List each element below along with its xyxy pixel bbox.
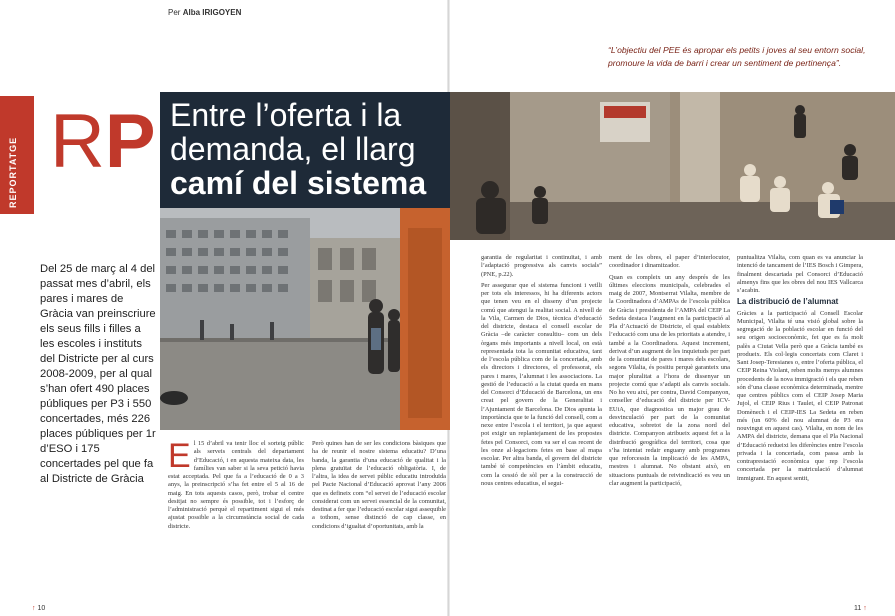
section-heading: La distribució de l’alumnat xyxy=(737,297,839,307)
article-title xyxy=(160,92,450,208)
page-number-right xyxy=(854,605,869,612)
school-courtyard-photo xyxy=(160,208,450,430)
page-number-left xyxy=(32,605,45,612)
page-number-right-value: 11 xyxy=(854,605,862,612)
title-line-2: demanda, el llarg xyxy=(170,131,416,167)
column-4-paragraph-2: Quan es compleix un any després de les últimes eleccions municipals, celebrades el maig de 2007, Montserrat Vilalta, membre de la Coordinadora d’AMPAs de l’escola pública de Gràcia i presidenta de l’AMPA del CEIP La Sedeta destaca l’augment en la participació al Pla d’Actuació de Districte, el qual estableix l’educació com una de les prioritats a atendre, i també a la Coordinadora. Aquest increment, derivat d’un augment de les inquietuds per part de la comunitat de pares i mares dels escolars, segons Vilalta, és positiu perquè garanteix una major pluralitat a l’hora de dissenyar un projecte comú que s’adapti als canvis socials. No ho veu així, per contra, David Companyon, conseller d’educació del districte per ICV-EUiA, que diagnostica un major grau de desvinculació per part de la comunitat educativa, sobretot de la zona nord del districte. Companyon atribueix aquest fet a la distribució geogràfica del territori, cosa que s’ha intentat redair enguany amb programes que reforcessin la implicació de les AMPA, mestres i alumnat. No obstant això, en situacions puntuals de reivindicació es veu un clar augment la participació, xyxy=(609,273,730,487)
column-2-paragraph: Però quines han de ser les condicions bàsiques que ha de reunir el nostre sistema educatiu? D’una banda, la garantia d’una educació de qualitat i la plena gratuïtat de l’educació obligatòria. I, de l’altra, la idea de servei públic educatiu introduïda pel Pacte Nacional d’Educació aprovat l’any 2006 que es defineix com “el servei de l’educació escolar considerat com un servei essencial de la comunitat, destinat a fer que l’educació escolar sigui assequible a tothom, sense distinció de cap classe, en condicions d’igualtat d’oportunitats, amb la xyxy=(312,440,446,530)
title-line-3: camí del sistema xyxy=(170,165,427,201)
page-mark-icon: ↑ xyxy=(32,605,36,612)
column-5-paragraph-1: puntualitza Vilalta, com quan es va anunciar la intenció de tancament de l’IES Bosch i Gimpera, finalment descartada pel Consorci d’Educació almenys fins que les obres del nou IES Vallcarca s’acabin. xyxy=(737,254,863,294)
page-mark-icon: ↑ xyxy=(863,605,867,612)
text-column-4 xyxy=(609,254,730,491)
children-outside-school-photo xyxy=(450,92,895,240)
drop-cap: E xyxy=(168,437,191,475)
byline-prefix: Per xyxy=(168,8,181,17)
column-3-paragraph-2: Per assegurar que el sistema funcioni i vetlli per tots els interessos, hi ha diferents actors que tenen veu en el disseny d’un projecte comú que atengui la realitat social. A nivell de la Vila, Carmen de Dios, tècnica d’educació del districte, destaca el consell escolar de Gràcia –de caràcter consultiu– com un dels òrgans més importants a nivell local, on està representada tota la comunitat educativa, tant de l’escola pública com de la concertada, amb els directors i directores, el professorat, els pares i mares, l’alumnat i les associacions. La gestió de l’educació a la ciutat queda en mans del Consorci d’Educació de Barcelona, un ens creat pel govern de la Generalitat i l’Ajuntament de Barcelona. De Dios apunta la importància que te la funció del consell, com a nexe entre l’escola i el territori, ja que aquest pot exigir un replantejament de les propostes fetes pel Consorci, com va ser el cas recent de les onze al·legacions fetes en base al mapa escolar. Per altra banda, el govern del districte també té competències en l’àmbit educatiu, com la cessió de sòl per a la construcció de nous centres educatius, el segui- xyxy=(481,281,602,487)
section-tab xyxy=(0,96,34,214)
column-1-paragraph: l 15 d’abril va tenir lloc el sorteig públic als serveis centrals del departament d’Educació, i en aquesta mateixa data, les famílies van saber si la seva petició havia estat acceptada. Pel que fa a l’educació de 0 a 3 anys, la preinscripció s’ha fet entre el 5 al 16 de maig. En tots aquests casos, però, trobar el centre desitjat no sempre és possible, tot i l’esforç de l’administració perquè el repartiment sigui el més ajustat possible a la circumstància social de cada districte. xyxy=(168,440,304,530)
title-line-1: Entre l’oferta i la xyxy=(170,97,402,133)
logo-r: R xyxy=(50,99,105,184)
page-number-left-value: 10 xyxy=(37,605,46,612)
section-tab-label: REPORTATGE xyxy=(8,136,18,208)
text-column-2 xyxy=(312,440,446,534)
byline-author: Alba IRIGOYEN xyxy=(182,8,242,17)
column-3-paragraph-1: garantia de regularitat i continuïtat, i amb l’adaptació progressiva als canvis socials” (PNE, p.22). xyxy=(481,254,602,278)
byline xyxy=(168,8,241,17)
text-column-3 xyxy=(481,254,602,491)
rp-logo xyxy=(50,99,156,184)
column-4-paragraph-1: ment de les obres, el paper d’interlocutor, coordinador i dinamitzador. xyxy=(609,254,730,270)
pull-quote: “L’objectiu del PEE és apropar els petits i joves al seu entorn social, promoure la vida de barri i crear un sentiment de pertinença”. xyxy=(608,45,866,68)
text-column-5 xyxy=(737,254,863,486)
logo-p: P xyxy=(104,99,156,184)
text-column-1 xyxy=(168,437,304,534)
article-lead: Del 25 de març al 4 del passat mes d’abril, els pares i mares de Gràcia van preinscriure els seus fills i filles a les escoles i instituts del Districte per al curs 2008-2009, per al qual s’han ofert 490 places públiques per P3 i 550 concertades, més 226 places públiques per 1r d’ESO i 175 concertades pel que fa al Districte de Gràcia xyxy=(40,263,156,485)
column-5-paragraph-2: Gràcies a la participació al Consell Escolar Municipal, Vilalta té una visió global sobre la segregació de la població escolar en funció del seu origen socioeconòmic, fet que es fa molt palès a Ciutat Vella però que a Gràcia també es produeix. Els col·legis concertats com Claret i Sant Josep-Teresianes o, entre l’oferta pública, el CEIP Reina Violant, reben molts menys alumnes procedents de la nova immigració i els que reben són d’una classe econòmica determinada, mentre que centres públics com el CEIP Josep Maria Jujol, el CEIP Rius i Taulet, el CEIP Patronat Domènech i el CEIP-IES La Sedeta en reben més (un 60% del nou alumnat de P3 era nouvingut en aquest cas). Vilalta, en nom de les AMPA del districte, demana que el Pla Nacional d’Educació redueixi les diferències entre l’escola privada i la concertada, com passa amb la contraprestació econòmica que rep l’escola concertada per la matriculació d’alumnat immigrant. En aquest sentit, xyxy=(737,309,863,482)
